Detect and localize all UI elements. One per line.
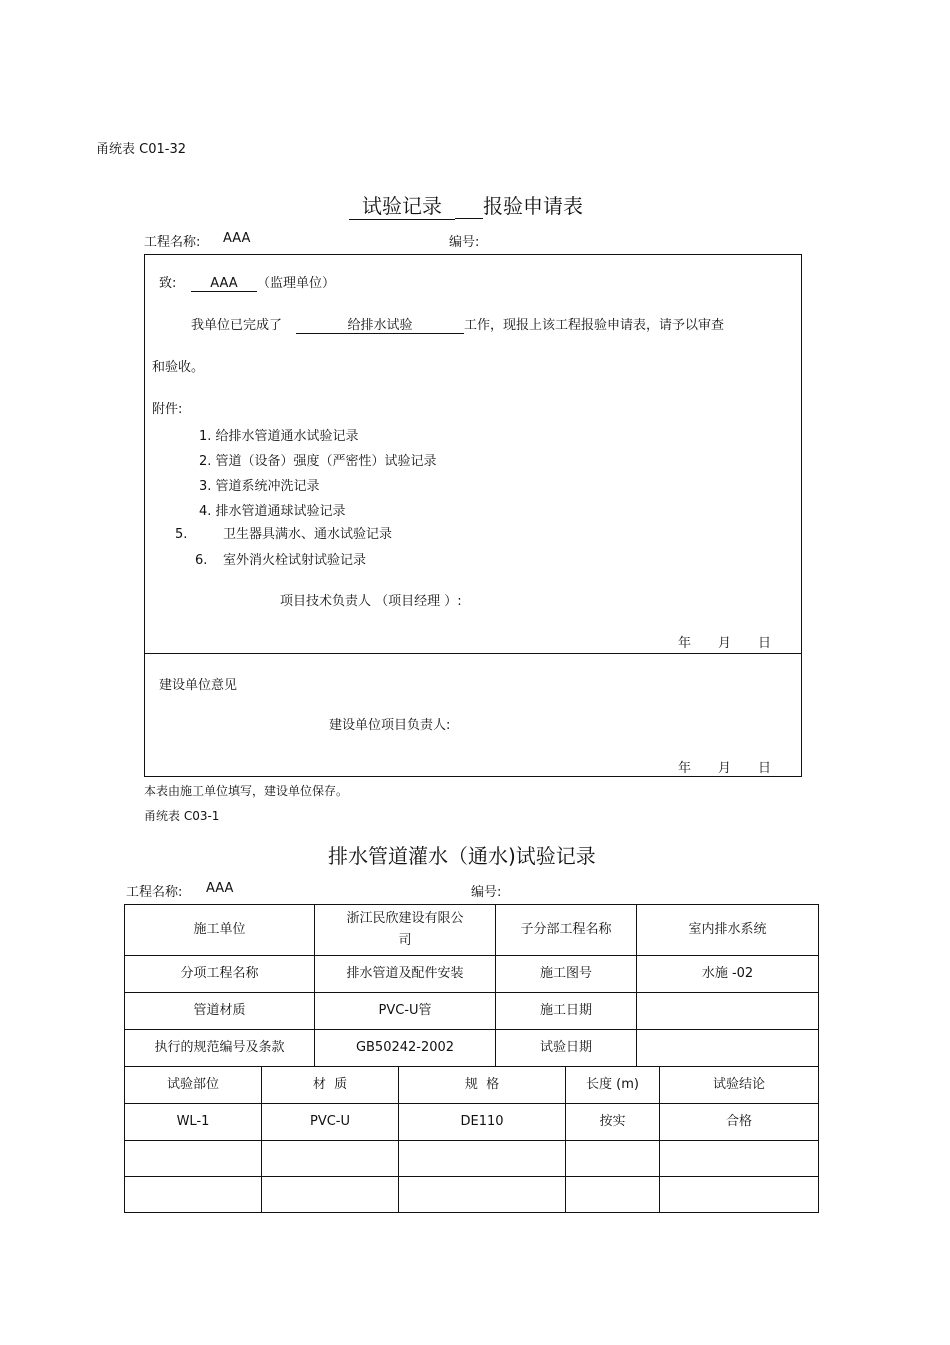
table-cell: [262, 1177, 399, 1213]
title-underlined: 试验记录: [349, 190, 455, 220]
table-row: [125, 1104, 819, 1141]
owner-lead-signature-label: 建设单位项目负责人:: [329, 718, 451, 733]
test-date-value: [637, 1030, 819, 1067]
column-header: 规 格: [399, 1067, 566, 1104]
attachment-item: 2. 管道（设备）强度（严密性）试验记录: [199, 454, 437, 469]
item-project-value: 排水管道及配件安装: [315, 956, 496, 993]
tech-lead-signature-label: 项目技术负责人 （项目经理 ）:: [280, 594, 462, 609]
test-results-table: [124, 1066, 819, 1213]
table-cell: DE110: [399, 1104, 566, 1141]
body-line-1: [191, 314, 724, 334]
date-day: 日: [758, 636, 772, 651]
table-cell: [125, 1177, 262, 1213]
attachment-item: 6. 室外消火栓试射试验记录: [195, 553, 367, 568]
sub-project-value: 室内排水系统: [637, 905, 819, 956]
serial-number-label: 编号:: [471, 885, 502, 900]
sub-project-label: 子分部工程名称: [496, 905, 637, 956]
test-date-label: 试验日期: [496, 1030, 637, 1067]
attachment-item: 4. 排水管道通球试验记录: [199, 504, 346, 519]
table-cell: [660, 1141, 819, 1177]
project-name-label: 工程名称:: [144, 235, 201, 250]
date-month: 月: [718, 636, 732, 651]
table-row: [125, 993, 819, 1030]
table-row: [125, 905, 819, 956]
title-rest: 报验申请表: [483, 194, 583, 218]
table-row: [125, 1141, 819, 1177]
body-suffix: 工作，现报上该工程报验申请表，请予以审查: [464, 318, 725, 333]
table-cell: [399, 1177, 566, 1213]
pipe-material-label: 管道材质: [125, 993, 315, 1030]
table-row: [125, 956, 819, 993]
date-year: 年: [678, 636, 692, 651]
table-header-row: [125, 1067, 819, 1104]
date-year: 年: [678, 761, 692, 776]
form-code: 甬统表 C03-1: [144, 809, 220, 823]
construction-unit-value: 浙江民欣建设有限公 司: [315, 905, 496, 956]
column-header: 长度 (m): [566, 1067, 660, 1104]
body-line-2: 和验收。: [152, 360, 205, 375]
date-month: 月: [718, 761, 732, 776]
table-row: [125, 1177, 819, 1213]
body-prefix: 我单位已完成了: [191, 318, 283, 333]
drawing-number-value: 水施 -02: [637, 956, 819, 993]
table-cell: [660, 1177, 819, 1213]
date-day: 日: [758, 761, 772, 776]
table-cell: [125, 1141, 262, 1177]
table-cell: [399, 1141, 566, 1177]
standard-label: 执行的规范编号及条款: [125, 1030, 315, 1067]
construction-date-value: [637, 993, 819, 1030]
drawing-number-label: 施工图号: [496, 956, 637, 993]
application-form-box: [144, 254, 802, 777]
item-project-label: 分项工程名称: [125, 956, 315, 993]
serial-number-label: 编号:: [449, 235, 480, 250]
standard-value: GB50242-2002: [315, 1030, 496, 1067]
table-cell: WL-1: [125, 1104, 262, 1141]
table-row: [125, 1030, 819, 1067]
table-cell: [566, 1177, 660, 1213]
project-name-value: AAA: [223, 231, 251, 246]
to-field: [191, 272, 335, 292]
column-header: 试验结论: [660, 1067, 819, 1104]
form-code: 甬统表 C01-32: [96, 142, 186, 157]
project-name-label: 工程名称:: [126, 885, 183, 900]
owner-opinion-label: 建设单位意见: [159, 678, 238, 693]
table-cell: 合格: [660, 1104, 819, 1141]
construction-date-label: 施工日期: [496, 993, 637, 1030]
column-header: 材 质: [262, 1067, 399, 1104]
section-divider: [145, 653, 801, 654]
footer-note: 本表由施工单位填写，建设单位保存。: [144, 784, 349, 798]
supervisor-unit-suffix: （监理单位）: [257, 276, 336, 291]
table-cell: 按实: [566, 1104, 660, 1141]
to-label: 致:: [159, 276, 177, 291]
title-gap-line: [455, 194, 483, 219]
page-title: [349, 190, 583, 220]
basic-info-table: [124, 904, 819, 1067]
construction-unit-label: 施工单位: [125, 905, 315, 956]
attachment-item: 3. 管道系统冲洗记录: [199, 479, 320, 494]
supervisor-unit-value: AAA: [191, 276, 257, 292]
column-header: 试验部位: [125, 1067, 262, 1104]
table-cell: PVC-U: [262, 1104, 399, 1141]
table-cell: [566, 1141, 660, 1177]
project-name-value: AAA: [206, 881, 234, 896]
attachment-item: 5. 卫生器具满水、通水试验记录: [175, 527, 393, 542]
table-cell: [262, 1141, 399, 1177]
page-title: 排水管道灌水（通水)试验记录: [328, 844, 596, 868]
attachment-item: 1. 给排水管道通水试验记录: [199, 429, 359, 444]
attachments-label: 附件:: [152, 402, 183, 417]
pipe-material-value: PVC-U管: [315, 993, 496, 1030]
completed-work-value: 给排水试验: [296, 314, 464, 334]
